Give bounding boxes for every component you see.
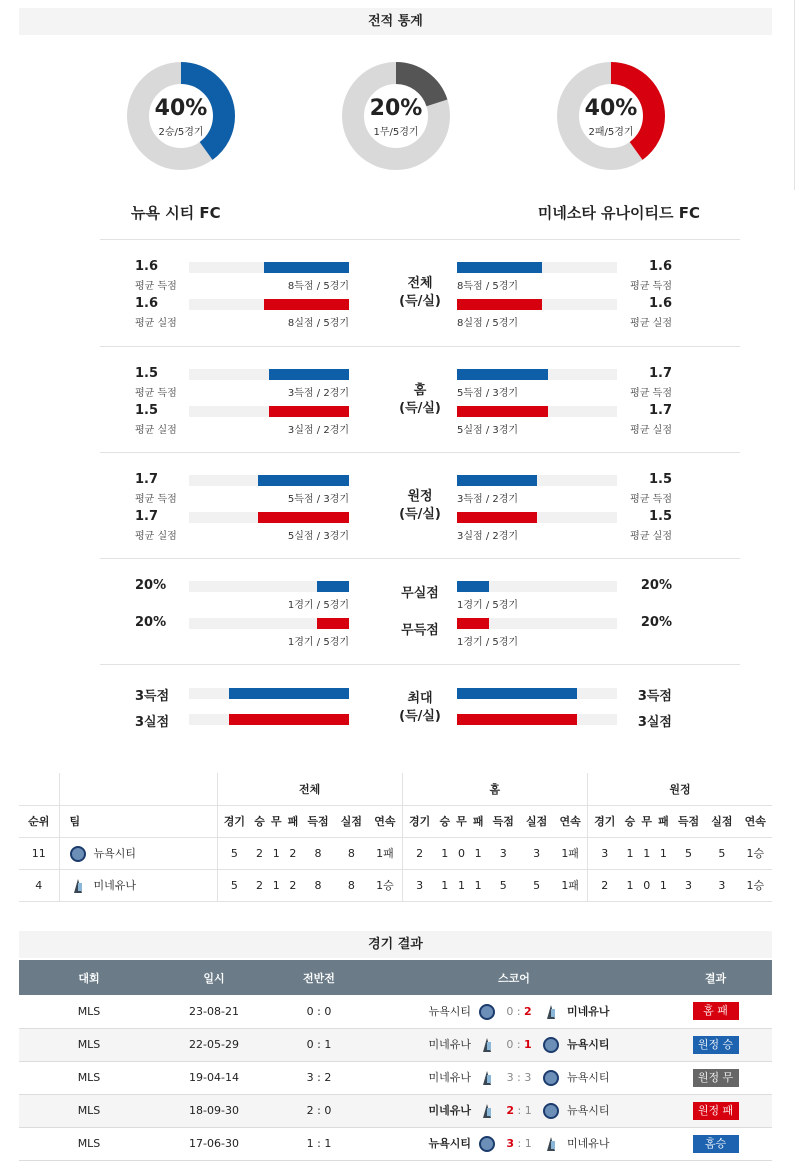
standings-cell: 5 bbox=[520, 869, 553, 901]
donut-percent: 20% bbox=[369, 96, 423, 121]
center-label: 전체 bbox=[407, 276, 433, 291]
results-header-half: 전반전 bbox=[269, 960, 369, 995]
standings-col-header: 득점 bbox=[301, 805, 334, 837]
group-away: 원정 bbox=[587, 773, 772, 805]
away-team bbox=[539, 995, 659, 1028]
donut-sub: 2패/5경기 bbox=[588, 127, 634, 138]
left-label: 평균 실점 bbox=[135, 531, 177, 542]
center-label: (득/실) bbox=[399, 401, 441, 416]
center-label: 무실점 bbox=[401, 586, 439, 601]
away-score: 1 bbox=[524, 1104, 532, 1117]
donut-percent: 40% bbox=[154, 96, 208, 121]
right-value: 3득점 bbox=[637, 689, 672, 704]
left-bar bbox=[317, 581, 349, 592]
team-name: 뉴욕시티 bbox=[93, 846, 137, 860]
standings-cell: 1 bbox=[655, 837, 672, 869]
result-cell bbox=[659, 1061, 772, 1094]
standings-col-header: 무 bbox=[268, 805, 285, 837]
result-row bbox=[19, 1061, 772, 1094]
away-team bbox=[539, 1094, 659, 1127]
nycfc-logo-icon bbox=[543, 1070, 559, 1086]
standings-cell: 0 bbox=[453, 837, 470, 869]
result-badge: 홈 패 bbox=[693, 1002, 739, 1020]
result-row bbox=[19, 1127, 772, 1160]
right-label: 평균 득점 bbox=[630, 494, 672, 505]
date: 23-08-21 bbox=[159, 995, 269, 1028]
away-team-name: 뉴욕시티 bbox=[567, 1071, 610, 1084]
half-time-score: 1 : 1 bbox=[269, 1127, 369, 1160]
minnesota-logo-icon bbox=[479, 1103, 495, 1119]
standings-cell: 1 bbox=[268, 869, 285, 901]
league: MLS bbox=[19, 1127, 159, 1160]
minnesota-logo-icon bbox=[543, 1136, 559, 1152]
standings-cell: 1 bbox=[470, 869, 487, 901]
standings-cell: 5 bbox=[487, 869, 520, 901]
center-label: (득/실) bbox=[399, 709, 441, 724]
standings-col-header: 무 bbox=[638, 805, 655, 837]
home-team-name: 미네유나 bbox=[428, 1038, 471, 1051]
right-bar-text: 5득점 / 3경기 bbox=[457, 388, 519, 399]
donut-percent: 40% bbox=[584, 96, 638, 121]
stat-block-1 bbox=[100, 346, 740, 452]
left-bar-track bbox=[189, 618, 349, 629]
away-team bbox=[539, 1028, 659, 1061]
league: MLS bbox=[19, 1094, 159, 1127]
left-label: 평균 득점 bbox=[135, 494, 177, 505]
standings-cell: 2 bbox=[285, 837, 302, 869]
standings-cell: 8 bbox=[301, 837, 334, 869]
right-bar bbox=[457, 369, 548, 380]
left-bar-text: 3득점 / 2경기 bbox=[287, 388, 349, 399]
left-bar-track bbox=[189, 299, 349, 310]
right-bar bbox=[457, 688, 577, 699]
standings-col-header: 득점 bbox=[672, 805, 705, 837]
date: 17-06-30 bbox=[159, 1127, 269, 1160]
standings-cell: 3 bbox=[487, 837, 520, 869]
right-value: 3실점 bbox=[637, 715, 672, 730]
left-bar-track bbox=[189, 581, 349, 592]
right-bar-track bbox=[457, 512, 617, 523]
standings-cell: 1 bbox=[638, 837, 655, 869]
home-score: 3 bbox=[506, 1071, 514, 1084]
home-score: 3 bbox=[506, 1137, 514, 1150]
left-value: 3실점 bbox=[135, 715, 170, 730]
left-value: 1.6 bbox=[135, 296, 159, 311]
standings-col-header: 경기 bbox=[587, 805, 621, 837]
center-label: 홈 bbox=[413, 383, 427, 398]
left-value: 1.5 bbox=[135, 366, 159, 381]
standings-cell: 1패 bbox=[553, 869, 587, 901]
minnesota-logo-icon bbox=[479, 1037, 495, 1053]
right-bar-text: 1경기 / 5경기 bbox=[457, 637, 519, 648]
team-right-name: 미네소타 유나이티드 FC bbox=[537, 204, 700, 222]
standings-col-header: 패 bbox=[655, 805, 672, 837]
left-bar bbox=[269, 406, 349, 417]
away-team bbox=[539, 1061, 659, 1094]
right-bar bbox=[457, 406, 548, 417]
left-bar bbox=[258, 475, 349, 486]
standings-cell: 3 bbox=[520, 837, 553, 869]
results-table bbox=[19, 960, 772, 1161]
away-score: 3 bbox=[524, 1071, 532, 1084]
scrollbar-track[interactable] bbox=[794, 0, 800, 190]
result-cell bbox=[659, 1028, 772, 1061]
right-bar-track bbox=[457, 475, 617, 486]
score-separator: : bbox=[517, 1137, 522, 1150]
team-cell bbox=[59, 837, 217, 869]
right-bar-track bbox=[457, 581, 617, 592]
standings-cell: 1 bbox=[470, 837, 487, 869]
standings-cell: 5 bbox=[217, 837, 251, 869]
standings-cell: 1승 bbox=[368, 869, 402, 901]
left-value: 20% bbox=[135, 578, 167, 593]
left-value: 3득점 bbox=[135, 689, 170, 704]
standings-row bbox=[19, 869, 772, 901]
team-name: 미네유나 bbox=[93, 878, 137, 892]
results-header-result: 결과 bbox=[659, 960, 772, 995]
standings-cell: 1승 bbox=[739, 869, 772, 901]
result-row bbox=[19, 1094, 772, 1127]
result-badge: 원정 무 bbox=[693, 1069, 739, 1087]
score bbox=[499, 995, 539, 1028]
away-team-name: 뉴욕시티 bbox=[567, 1038, 610, 1051]
standings-col-header: 패 bbox=[470, 805, 487, 837]
right-label: 평균 실점 bbox=[630, 318, 672, 329]
right-bar-track bbox=[457, 262, 617, 273]
right-bar bbox=[457, 714, 577, 725]
away-score: 1 bbox=[524, 1038, 532, 1051]
left-bar bbox=[269, 369, 349, 380]
result-badge: 홈승 bbox=[693, 1135, 739, 1153]
left-bar bbox=[264, 299, 349, 310]
left-value: 20% bbox=[135, 615, 167, 630]
standings-col-header: 득점 bbox=[487, 805, 520, 837]
left-bar-text: 1경기 / 5경기 bbox=[287, 637, 349, 648]
stats-title: 전적 통계 bbox=[19, 8, 772, 35]
donut-sub: 1무/5경기 bbox=[373, 127, 419, 138]
home-score: 2 bbox=[506, 1104, 514, 1117]
standings-cell: 1 bbox=[622, 869, 639, 901]
away-team bbox=[539, 1127, 659, 1160]
standings-cell: 0 bbox=[638, 869, 655, 901]
center-label: (득/실) bbox=[399, 507, 441, 522]
standings-cell: 1패 bbox=[368, 837, 402, 869]
standings-cell: 2 bbox=[251, 869, 268, 901]
left-bar-text: 5득점 / 3경기 bbox=[287, 494, 349, 505]
standings-cell: 2 bbox=[251, 837, 268, 869]
left-bar-track bbox=[189, 369, 349, 380]
standings-cell: 8 bbox=[335, 869, 368, 901]
center-label: 원정 bbox=[407, 489, 433, 504]
donut-chart bbox=[127, 62, 235, 170]
standings-cell: 3 bbox=[587, 837, 621, 869]
right-bar-text: 8득점 / 5경기 bbox=[457, 281, 519, 292]
standings-col-header: 경기 bbox=[217, 805, 251, 837]
home-team-name: 뉴욕시티 bbox=[428, 1137, 471, 1150]
standings-cell: 3 bbox=[402, 869, 436, 901]
rank: 4 bbox=[19, 869, 59, 901]
standings-row bbox=[19, 837, 772, 869]
right-value: 1.7 bbox=[648, 403, 672, 418]
away-team-name: 뉴욕시티 bbox=[567, 1104, 610, 1117]
result-row bbox=[19, 995, 772, 1028]
standings-cell: 1 bbox=[268, 837, 285, 869]
left-label: 평균 득점 bbox=[135, 281, 177, 292]
standings-cell: 1 bbox=[655, 869, 672, 901]
score-separator: : bbox=[517, 1104, 522, 1117]
home-team-name: 미네유나 bbox=[428, 1104, 471, 1117]
left-value: 1.7 bbox=[135, 509, 159, 524]
score-separator: : bbox=[516, 1038, 521, 1051]
left-value: 1.7 bbox=[135, 472, 159, 487]
stat-block-3 bbox=[100, 558, 740, 664]
donut-chart bbox=[557, 62, 665, 170]
standings-col-header: 패 bbox=[285, 805, 302, 837]
stat-block-0 bbox=[100, 239, 740, 345]
team-header: 팀 bbox=[59, 805, 217, 837]
donut-sub: 2승/5경기 bbox=[158, 127, 204, 138]
center-label: 무득점 bbox=[401, 623, 439, 638]
date: 19-04-14 bbox=[159, 1061, 269, 1094]
minnesota-logo-icon bbox=[543, 1004, 559, 1020]
standings-table bbox=[19, 773, 772, 902]
date: 22-05-29 bbox=[159, 1028, 269, 1061]
nycfc-logo-icon bbox=[479, 1004, 495, 1020]
standings-cell: 8 bbox=[301, 869, 334, 901]
right-bar-text: 3실점 / 2경기 bbox=[457, 531, 519, 542]
standings-cell: 1패 bbox=[553, 837, 587, 869]
right-bar-text: 1경기 / 5경기 bbox=[457, 600, 519, 611]
right-bar bbox=[457, 475, 537, 486]
results-title: 경기 결과 bbox=[19, 931, 772, 958]
result-cell bbox=[659, 995, 772, 1028]
left-label: 평균 실점 bbox=[135, 425, 177, 436]
score bbox=[499, 1127, 539, 1160]
standings-col-header: 실점 bbox=[335, 805, 368, 837]
right-value: 1.6 bbox=[648, 296, 672, 311]
right-bar-track bbox=[457, 299, 617, 310]
result-cell bbox=[659, 1127, 772, 1160]
left-bar-track bbox=[189, 406, 349, 417]
group-all: 전체 bbox=[217, 773, 402, 805]
left-bar-track bbox=[189, 512, 349, 523]
half-time-score: 3 : 2 bbox=[269, 1061, 369, 1094]
nycfc-logo-icon bbox=[70, 846, 86, 862]
left-bar-text: 3실점 / 2경기 bbox=[287, 425, 349, 436]
standings-cell: 1 bbox=[436, 869, 453, 901]
left-label: 평균 득점 bbox=[135, 388, 177, 399]
result-row bbox=[19, 1028, 772, 1061]
home-team bbox=[369, 1094, 499, 1127]
nycfc-logo-icon bbox=[543, 1037, 559, 1053]
standings-cell: 5 bbox=[217, 869, 251, 901]
home-team bbox=[369, 995, 499, 1028]
nycfc-logo-icon bbox=[543, 1103, 559, 1119]
date: 18-09-30 bbox=[159, 1094, 269, 1127]
right-bar-track bbox=[457, 406, 617, 417]
standings-cell: 1 bbox=[453, 869, 470, 901]
league: MLS bbox=[19, 1028, 159, 1061]
team-cell bbox=[59, 869, 217, 901]
away-score: 1 bbox=[524, 1137, 532, 1150]
left-bar-track bbox=[189, 688, 349, 699]
results-header-score: 스코어 bbox=[369, 960, 659, 995]
right-label: 평균 득점 bbox=[630, 281, 672, 292]
center-label: 최대 bbox=[407, 691, 433, 706]
half-time-score: 0 : 1 bbox=[269, 1028, 369, 1061]
league: MLS bbox=[19, 995, 159, 1028]
score-separator: : bbox=[517, 1071, 521, 1084]
right-value: 1.6 bbox=[648, 259, 672, 274]
left-label: 평균 실점 bbox=[135, 318, 177, 329]
standings-cell: 1 bbox=[622, 837, 639, 869]
left-bar bbox=[229, 714, 349, 725]
home-team bbox=[369, 1028, 499, 1061]
right-bar-track bbox=[457, 714, 617, 725]
standings-cell: 5 bbox=[705, 837, 738, 869]
minnesota-logo-icon bbox=[479, 1070, 495, 1086]
group-home: 홈 bbox=[402, 773, 587, 805]
right-value: 1.5 bbox=[648, 509, 672, 524]
minnesota-logo-icon bbox=[70, 878, 86, 894]
standings-col-header: 연속 bbox=[553, 805, 587, 837]
rank-header: 순위 bbox=[19, 805, 59, 837]
standings-cell: 8 bbox=[335, 837, 368, 869]
center-label: (득/실) bbox=[399, 294, 441, 309]
right-bar-track bbox=[457, 688, 617, 699]
left-value: 1.5 bbox=[135, 403, 159, 418]
away-team-name: 미네유나 bbox=[567, 1137, 610, 1150]
score bbox=[499, 1094, 539, 1127]
standings-col-header: 연속 bbox=[739, 805, 772, 837]
right-value: 1.7 bbox=[648, 366, 672, 381]
standings-col-header: 승 bbox=[251, 805, 268, 837]
score bbox=[499, 1061, 539, 1094]
right-bar-track bbox=[457, 369, 617, 380]
home-score: 0 bbox=[506, 1038, 514, 1051]
results-header-date: 일시 bbox=[159, 960, 269, 995]
left-bar-track bbox=[189, 475, 349, 486]
standings-col-header: 승 bbox=[436, 805, 453, 837]
standings-col-header: 실점 bbox=[705, 805, 738, 837]
left-bar-text: 1경기 / 5경기 bbox=[287, 600, 349, 611]
left-bar bbox=[258, 512, 349, 523]
home-team bbox=[369, 1127, 499, 1160]
team-left-name: 뉴욕 시티 FC bbox=[131, 204, 221, 222]
standings-col-header: 연속 bbox=[368, 805, 402, 837]
standings-col-header: 경기 bbox=[402, 805, 436, 837]
standings-cell: 5 bbox=[672, 837, 705, 869]
home-score: 0 bbox=[506, 1004, 514, 1018]
right-bar-text: 8실점 / 5경기 bbox=[457, 318, 519, 329]
right-label: 평균 득점 bbox=[630, 388, 672, 399]
standings-col-header: 실점 bbox=[520, 805, 553, 837]
away-team-name: 미네유나 bbox=[567, 1004, 610, 1018]
right-bar bbox=[457, 262, 542, 273]
standings-cell: 3 bbox=[705, 869, 738, 901]
left-value: 1.6 bbox=[135, 259, 159, 274]
rank: 11 bbox=[19, 837, 59, 869]
left-bar-text: 8득점 / 5경기 bbox=[287, 281, 349, 292]
right-value: 20% bbox=[640, 578, 672, 593]
standings-col-header: 무 bbox=[453, 805, 470, 837]
stat-block-4 bbox=[100, 664, 740, 770]
left-bar-track bbox=[189, 714, 349, 725]
right-value: 1.5 bbox=[648, 472, 672, 487]
right-label: 평균 실점 bbox=[630, 425, 672, 436]
half-time-score: 2 : 0 bbox=[269, 1094, 369, 1127]
home-team-name: 뉴욕시티 bbox=[428, 1004, 471, 1018]
standings-cell: 2 bbox=[402, 837, 436, 869]
score bbox=[499, 1028, 539, 1061]
result-cell bbox=[659, 1094, 772, 1127]
result-badge: 원정 패 bbox=[693, 1102, 739, 1120]
right-bar-text: 5실점 / 3경기 bbox=[457, 425, 519, 436]
home-team-name: 미네유나 bbox=[428, 1071, 471, 1084]
nycfc-logo-icon bbox=[479, 1136, 495, 1152]
standings-cell: 1승 bbox=[739, 837, 772, 869]
score-separator: : bbox=[516, 1004, 521, 1018]
right-label: 평균 실점 bbox=[630, 531, 672, 542]
standings-cell: 2 bbox=[285, 869, 302, 901]
standings-cell: 2 bbox=[587, 869, 621, 901]
right-bar-text: 3득점 / 2경기 bbox=[457, 494, 519, 505]
result-badge: 원정 승 bbox=[693, 1036, 739, 1054]
stat-block-2 bbox=[100, 452, 740, 558]
home-team bbox=[369, 1061, 499, 1094]
right-bar-track bbox=[457, 618, 617, 629]
donut-chart bbox=[342, 62, 450, 170]
standings-cell: 1 bbox=[436, 837, 453, 869]
right-value: 20% bbox=[640, 615, 672, 630]
away-score: 2 bbox=[524, 1004, 532, 1018]
standings-cell: 3 bbox=[672, 869, 705, 901]
half-time-score: 0 : 0 bbox=[269, 995, 369, 1028]
results-header-league: 대회 bbox=[19, 960, 159, 995]
left-bar bbox=[229, 688, 349, 699]
left-bar-text: 8실점 / 5경기 bbox=[287, 318, 349, 329]
left-bar bbox=[317, 618, 349, 629]
league: MLS bbox=[19, 1061, 159, 1094]
standings-col-header: 승 bbox=[622, 805, 639, 837]
left-bar bbox=[264, 262, 349, 273]
left-bar-track bbox=[189, 262, 349, 273]
left-bar-text: 5실점 / 3경기 bbox=[287, 531, 349, 542]
